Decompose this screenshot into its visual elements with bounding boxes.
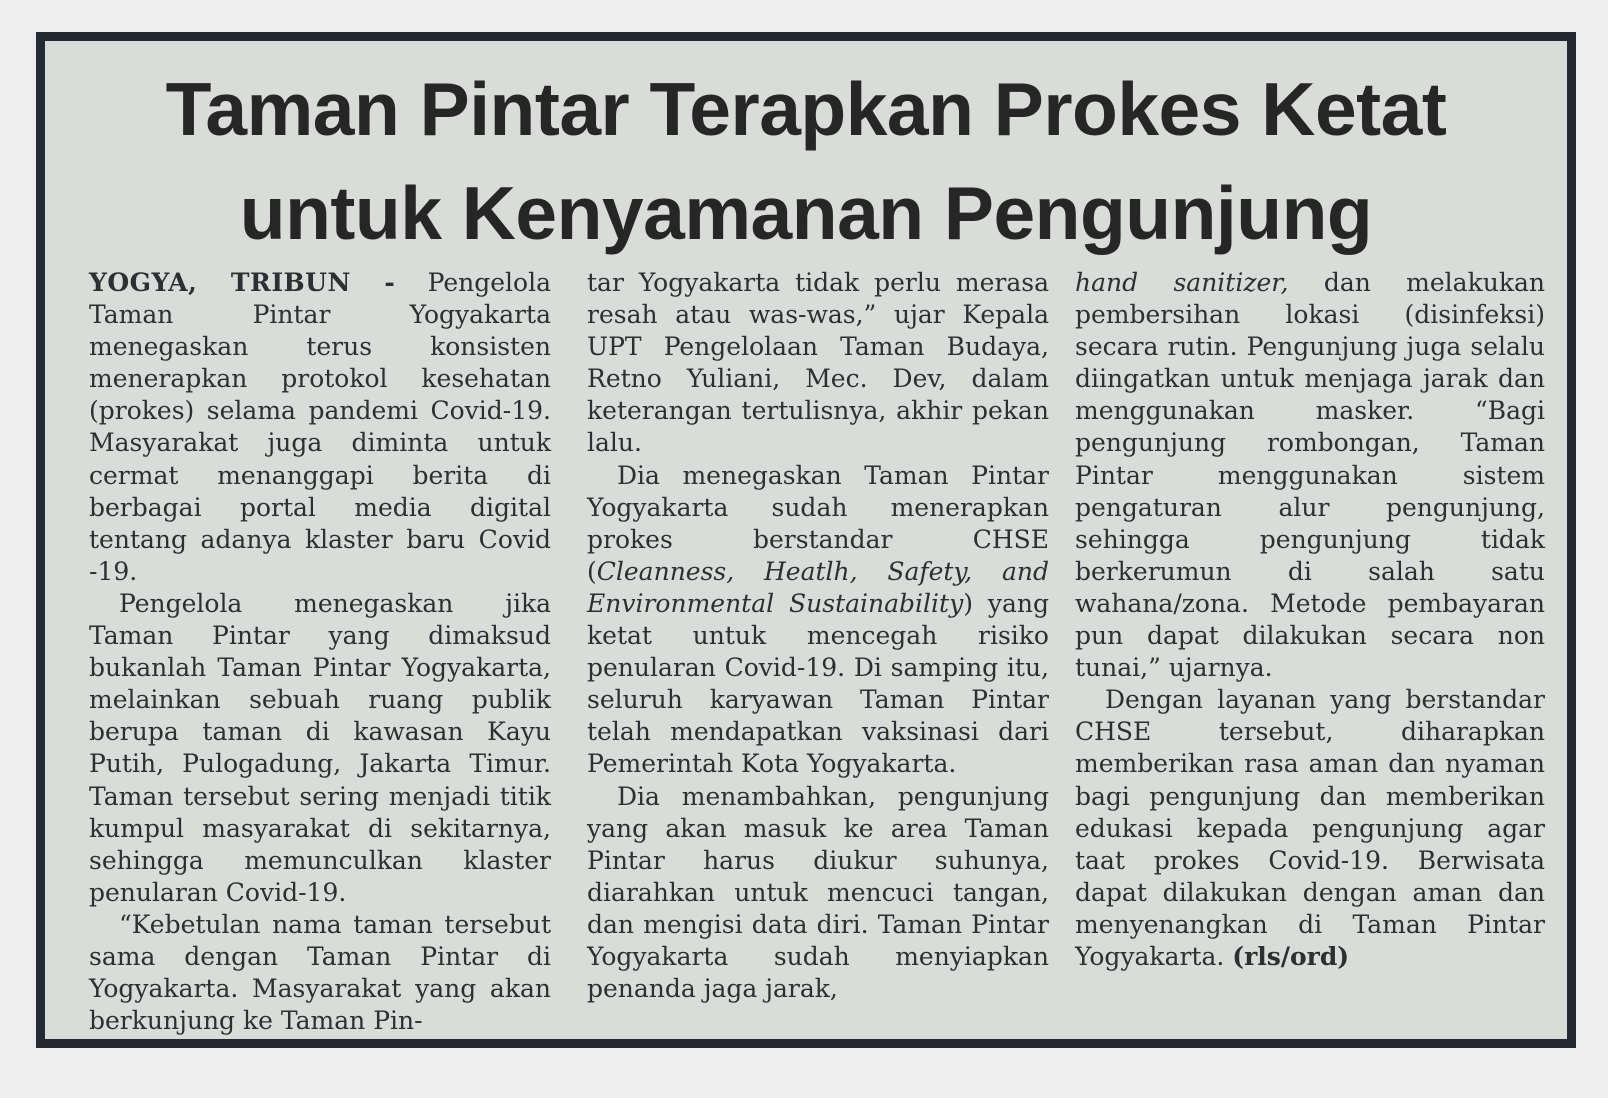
paragraph [587, 460, 1049, 781]
paragraph: Dia menambahkan, pengunjung yang akan masuk ke area Taman Pintar harus diukur suhunya, diarahkan untuk mencuci tangan, dan mengisi data diri. Taman Pintar Yogyakarta sudah menyiapkan penanda jaga jarak, [587, 781, 1049, 1004]
paragraph [89, 267, 551, 588]
paragraph: “Kebetulan nama taman tersebut sama dengan Taman Pintar di Yogyakarta. Masyarakat yang akan berkunjung ke Taman Pin- [89, 909, 551, 1036]
newspaper-clipping [36, 32, 1576, 1048]
paragraph-text: Pengelola Taman Pintar Yogyakarta menegaskan terus konsisten menerapkan protokol kesehatan (prokes) selama pandemi Covid-19. Masyarakat juga diminta untuk cermat menanggapi berita di berbagai portal media digital tentang adanya klaster baru Covid -19. [89, 268, 551, 586]
article-column-2 [587, 267, 1049, 1005]
article-column-1 [89, 267, 551, 1037]
paragraph: tar Yogyakarta tidak perlu merasa resah atau was-was,” ujar Kepala UPT Pengelolaan Taman Budaya, Retno Yuliani, Mec. Dev, dalam keterangan tertulisnya, akhir pekan lalu. [587, 268, 1049, 458]
headline [45, 57, 1567, 265]
paragraph-text: ) yang ketat untuk mencegah risiko penularan Covid-19. Di samping itu, seluruh karyawan Taman Pintar telah mendapatkan vaksinasi dari Pemerintah Kota Yogyakarta. [587, 588, 1049, 779]
paragraph [1075, 267, 1545, 684]
paragraph-text: Dengan layanan yang berstandar CHSE tersebut, diharapkan memberikan rasa aman dan nyaman bagi pengunjung dan memberikan edukasi kepada pengunjung agar taat prokes Covid-19. Berwisata dapat dilakukan dengan aman dan menyenangkan di Taman Pintar Yogyakarta. [1075, 685, 1545, 971]
paragraph-text: Dia menegaskan Taman Pintar Yogyakarta sudah menerapkan prokes berstandar CHSE ( [587, 460, 1049, 586]
author-credit: (rls/ord) [1232, 941, 1350, 971]
headline-line-1: Taman Pintar Terapkan Prokes Ketat [165, 67, 1447, 151]
paragraph [1075, 684, 1545, 973]
paragraph: Pengelola menegaskan jika Taman Pintar yang dimaksud bukanlah Taman Pintar Yogyakarta, melainkan sebuah ruang publik berupa taman di kawasan Kayu Putih, Pulogadung, Jakarta Timur. Taman tersebut sering menjadi titik kumpul masyarakat di sekitarnya, sehingga memunculkan klaster penularan Covid-19. [89, 588, 551, 907]
paragraph-italic-text: hand sanitizer, [1075, 268, 1289, 297]
paragraph-italic-text: Cleanness, Heatlh, Safety, and Environmental Sustainability [587, 556, 1049, 618]
dateline: YOGYA, TRIBUN - [89, 268, 396, 297]
headline-line-2: untuk Kenyamanan Pengunjung [239, 171, 1373, 255]
article-column-3 [1075, 267, 1545, 973]
paragraph-text: dan melakukan pembersihan lokasi (disinfeksi) secara rutin. Pengunjung juga selalu diingatkan untuk menjaga jarak dan menggunakan masker. “Bagi pengunjung rombongan, Taman Pintar menggunakan sistem pengaturan alur pengunjung, sehingga pengunjung tidak berkerumun di salah satu wahana/zona. Metode pembayaran pun dapat dilakukan secara non tunai,” ujarnya. [1075, 268, 1545, 683]
